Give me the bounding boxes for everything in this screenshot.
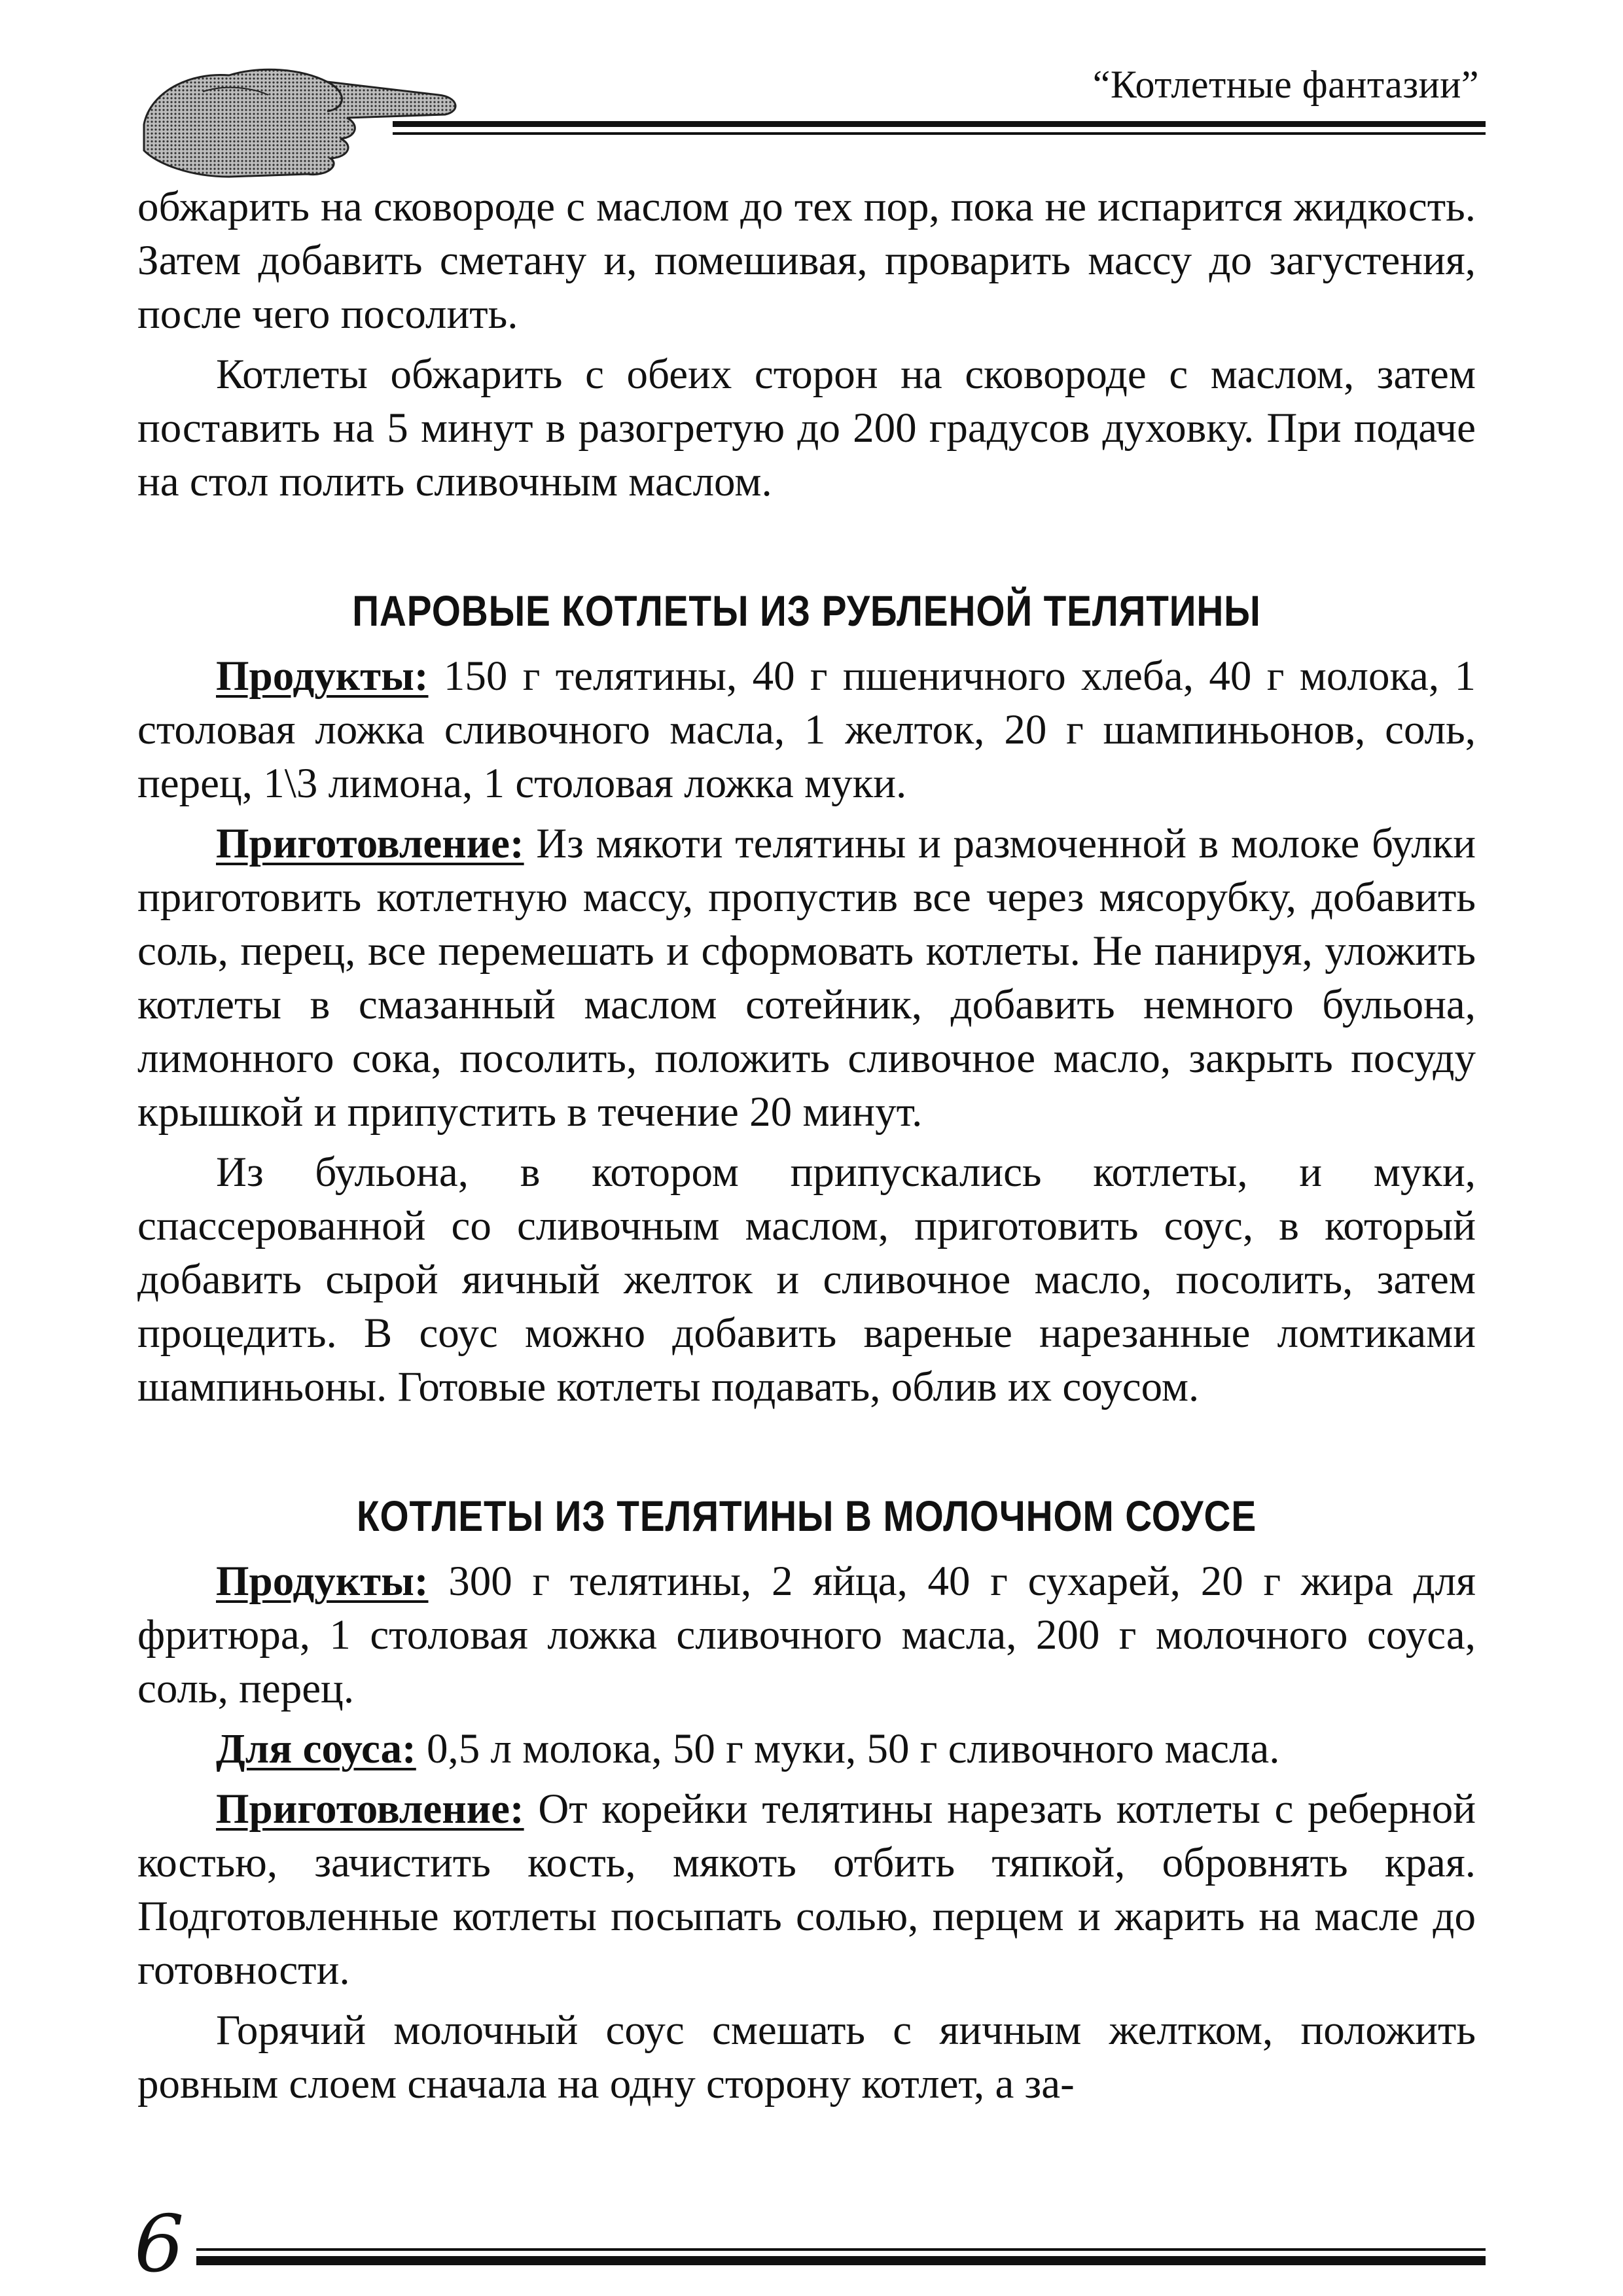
running-title: “Котлетные фантазии” — [1092, 63, 1479, 106]
recipe-2-sauce — [137, 1722, 1476, 1776]
recipe-1-title: ПАРОВЫЕ КОТЛЕТЫ ИЗ РУБЛЕНОЙ ТЕЛЯТИНЫ — [352, 586, 1261, 635]
intro-paragraph-1: обжарить на сковороде с маслом до тех пор, пока не испарится жидкость. Затем добавить сметану и, помешивая, проварить массу до загустения, после чего посолить. — [137, 183, 1476, 338]
sauce-label: Для соуса: — [216, 1725, 416, 1772]
pointing-hand-icon — [131, 46, 471, 183]
products-label: Продукты: — [216, 1558, 429, 1605]
recipe-1-preparation-cont: Из бульона, в котором припускались котлеты, и муки, спассерованной со сливочным маслом, приготовить соус, в который добавить сырой яичный желток и сливочное масло, посолить, затем процедить. В соус можно добавить вареные нарезанные ломтиками шампиньоны. Готовые котлеты подавать, облив их соусом. — [137, 1149, 1476, 1410]
intro-paragraph-2: Котлеты обжарить с обеих сторон на сковороде с маслом, затем поставить на 5 минут в разогретую до 200 градусов духовку. При подаче на стол полить сливочным маслом. — [137, 351, 1476, 505]
preparation-text: Из мякоти телятины и размоченной в молоке булки приготовить котлетную массу, пропустив все через мясорубку, добавить соль, перец, все перемешать и сформовать котлеты. Не панируя, уложить котлеты в смазанный маслом сотейник, добавить немного бульона, лимонного сока, посолить, положить сливочное масло, закрыть посуду крышкой и припустить в течение 20 минут. — [137, 820, 1476, 1136]
preparation-label: Приготовление: — [216, 820, 524, 867]
recipe-1-products — [137, 649, 1476, 810]
products-text: 150 г телятины, 40 г пшеничного хлеба, 40 г молока, 1 столовая ложка сливочного масла, 1 желток, 20 г шампиньонов, соль, перец, 1\3 лимона, 1 столовая ложка муки. — [137, 653, 1476, 807]
products-text: 300 г телятины, 2 яйца, 40 г сухарей, 20 г жира для фритюра, 1 столовая ложка сливочного масла, 200 г молочного соуса, соль, перец. — [137, 1558, 1476, 1712]
preparation-label: Приготовление: — [216, 1785, 524, 1833]
recipe-2-title: КОТЛЕТЫ ИЗ ТЕЛЯТИНЫ В МОЛОЧНОМ СОУСЕ — [356, 1492, 1257, 1540]
page-content — [137, 180, 1476, 2111]
recipe-2-preparation-cont: Горячий молочный соус смешать с яичным желтком, положить ровным слоем сначала на одну сторону котлет, а за- — [137, 2007, 1476, 2108]
page-header — [0, 0, 1623, 151]
preparation-text: От корейки телятины нарезать котлеты с реберной костью, зачистить кость, мякоть отбить тяпкой, обровнять края. Подготовленные котлеты посыпать солью, перцем и жарить на масле до готовности. — [137, 1785, 1476, 1994]
header-rule — [393, 121, 1486, 141]
footer-rule — [196, 2248, 1486, 2274]
recipe-1-preparation — [137, 817, 1476, 1139]
page-footer — [0, 2199, 1623, 2296]
page-number: 6 — [134, 2199, 185, 2290]
recipe-2-preparation — [137, 1782, 1476, 1997]
products-label: Продукты: — [216, 653, 429, 700]
sauce-text: 0,5 л молока, 50 г муки, 50 г сливочного масла. — [416, 1725, 1280, 1772]
recipe-2-products — [137, 1554, 1476, 1715]
